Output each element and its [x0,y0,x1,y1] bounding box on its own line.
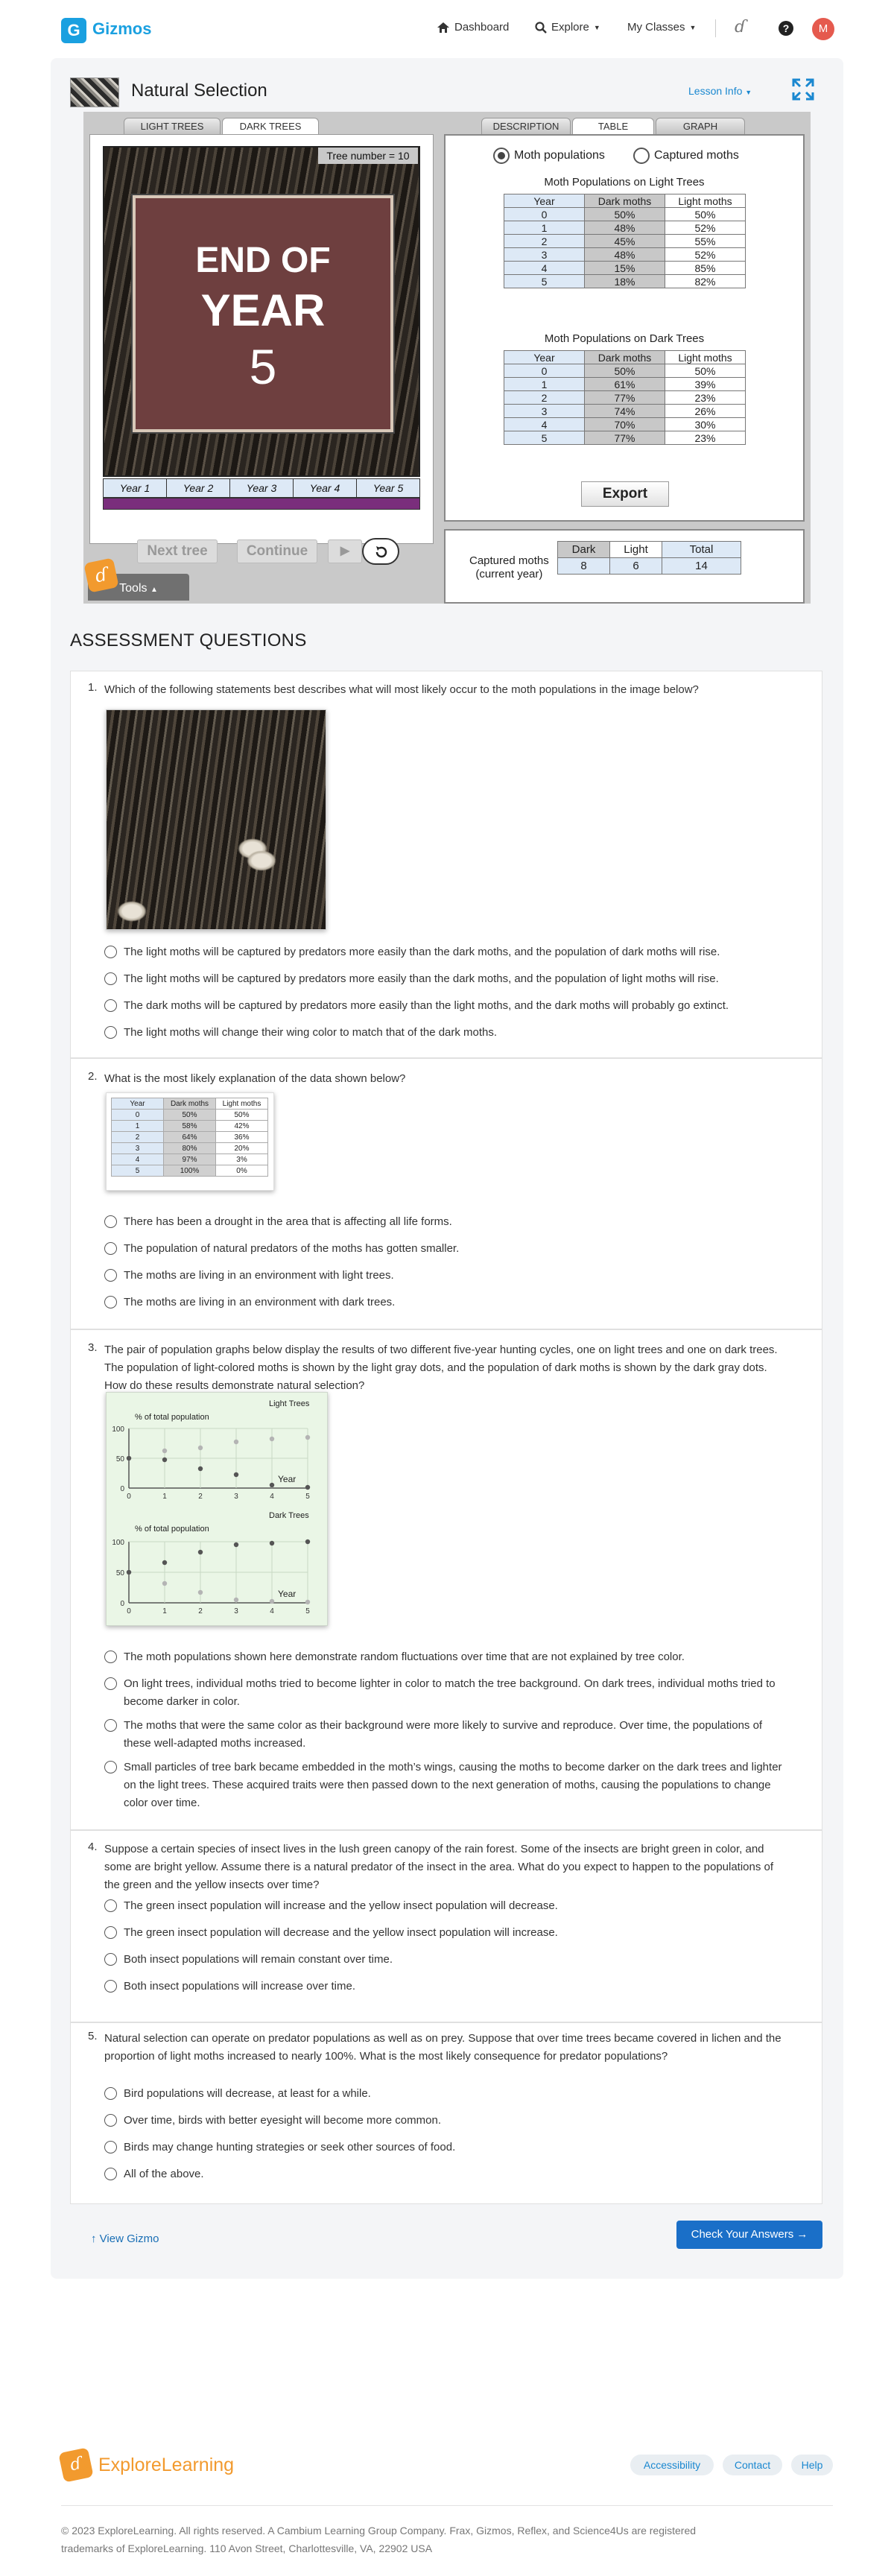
answer-option[interactable] [104,2165,790,2183]
light-moth [117,901,147,922]
chevron-down-icon: ▼ [593,23,600,31]
cell-year: 1 [504,378,585,391]
answer-option-label: The moths are living in an environment with dark trees. [124,1296,396,1308]
y-tick-label: 0 [120,1485,124,1493]
table-row [504,275,746,288]
nav-divider [715,19,716,37]
radio-unselected-icon [104,1269,117,1282]
table-panel [444,134,805,522]
captured-light-value: 6 [610,558,662,575]
radio-unselected-icon [104,972,117,985]
answer-option[interactable] [104,970,790,988]
cell-year: 5 [504,275,585,288]
copyright-line-2: trademarks of ExploreLearning. 110 Avon Street, Charlottesville, VA, 22902 USA [61,2542,433,2554]
dark-trees-graph-title: Dark Trees [269,1511,309,1520]
x-tick-label: 4 [270,1607,274,1615]
cell-dark-moths: 61% [585,378,665,391]
cell-dark-moths: 64% [164,1132,216,1143]
avatar[interactable]: M [812,18,834,40]
answer-option-label: The green insect population will decrease and the yellow insect population will increase. [124,1926,558,1939]
x-tick-label: 1 [162,1607,167,1615]
answer-option-label: The population of natural predators of the moths has gotten smaller. [124,1242,460,1255]
cell-dark-moths: 100% [164,1165,216,1177]
tab-table[interactable]: TABLE [572,118,654,134]
cell-light-moths: 85% [665,262,746,275]
arrow-right-icon: → [796,2228,808,2241]
cell-dark-moths: 50% [585,208,665,221]
x-tick-label: 4 [270,1493,274,1501]
radio-unselected-icon [104,1719,117,1732]
answer-option-label: Birds may change hunting strategies or seek other sources of food. [124,2141,456,2153]
gizmos-logo-icon[interactable]: G [61,18,86,43]
radio-moth-populations-label: Moth populations [514,149,605,162]
reset-icon [373,544,390,560]
tab-dark-trees[interactable]: DARK TREES [222,118,319,134]
nav-dashboard[interactable] [437,21,509,34]
col-year: Year [504,351,585,364]
cell-light-moths: 50% [216,1110,268,1121]
nav-my-classes[interactable] [627,21,696,34]
answer-option-label: Both insect populations will remain constant over time. [124,1953,393,1966]
nav-my-classes-label: My Classes [627,21,685,34]
cell-light-moths: 30% [665,418,746,431]
col-dark-moths: Dark moths [585,194,665,208]
data-point [305,1539,310,1544]
col-year: Year [504,194,585,208]
question-text: Which of the following statements best describes what will most likely occur to the moth populations in the image below? [104,683,699,696]
table-row [504,405,746,418]
cell-light-moths: 0% [216,1165,268,1177]
data-point [198,1550,203,1554]
cell-dark-moths: 50% [164,1110,216,1121]
answer-option[interactable] [104,1978,790,1996]
view-gizmo-label: View Gizmo [99,2232,159,2245]
radio-unselected-icon [104,1677,117,1690]
cell-year: 2 [504,235,585,248]
table-row [112,1132,268,1143]
tab-graph[interactable]: GRAPH [656,118,745,134]
dark-trees-table [504,350,746,445]
answer-option[interactable] [104,1648,790,1666]
cell-light-moths: 82% [665,275,746,288]
cell-dark-moths: 18% [585,275,665,288]
table-row [504,235,746,248]
data-point [234,1598,238,1602]
answer-option[interactable] [104,2139,790,2156]
col-dark-moths: Dark moths [164,1098,216,1110]
light-trees-table-title: Moth Populations on Light Trees [544,176,705,189]
cell-dark-moths: 15% [585,262,665,275]
answer-option[interactable] [104,1759,790,1812]
dark-trees-table-title: Moth Populations on Dark Trees [544,332,705,345]
radio-unselected-icon [104,1242,117,1255]
radio-unselected-icon [104,1980,117,1993]
tab-description[interactable]: DESCRIPTION [481,118,571,134]
reset-button[interactable] [362,538,399,565]
answer-option-label: Over time, birds with better eyesight will become more common. [124,2114,441,2127]
cell-dark-moths: 50% [585,364,665,378]
cell-year: 4 [112,1154,164,1165]
data-point [162,1581,167,1586]
gizmos-logo-text[interactable]: Gizmos [92,19,152,38]
data-point [305,1485,310,1490]
continue-button[interactable]: Continue [237,539,317,563]
cell-light-moths: 26% [665,405,746,418]
nav-explore-label: Explore [551,21,589,34]
answer-option-label: The moth populations shown here demonstrate random fluctuations over time that are not explained by tree color. [124,1651,685,1663]
y-tick-label: 100 [112,1425,124,1434]
radio-unselected-icon [104,2087,117,2100]
cell-light-moths: 39% [665,378,746,391]
y-tick-label: 0 [120,1600,124,1608]
view-gizmo-link[interactable] [91,2232,159,2245]
radio-unselected-icon [104,946,117,958]
cell-year: 4 [504,262,585,275]
data-point [234,1440,238,1444]
cell-year: 0 [112,1110,164,1121]
table-row [112,1121,268,1132]
data-point [270,1437,274,1441]
data-point [198,1446,203,1450]
answer-option[interactable] [104,1294,790,1311]
answer-option-label: Bird populations will decrease, at least for a while. [124,2087,371,2100]
answer-option[interactable] [104,2112,790,2130]
answer-option[interactable] [104,1024,790,1042]
population-graphs-image [106,1392,328,1626]
table-row [504,221,746,235]
question-number: 5. [88,2030,98,2042]
cell-year: 1 [112,1121,164,1132]
explorelearning-logo-icon[interactable]: ɗ [58,2447,93,2482]
x-tick-label: 0 [127,1493,131,1501]
explorelearning-logo-text[interactable]: ExploreLearning [98,2455,235,2475]
lesson-info-dropdown[interactable] [688,85,752,97]
svg-text:?: ? [782,22,790,34]
home-icon [437,22,450,34]
radio-unselected-icon [104,1926,117,1939]
question-number: 3. [88,1341,98,1354]
answer-option[interactable] [104,2085,790,2103]
question-number: 4. [88,1841,98,1853]
light-trees-table [504,194,746,288]
end-of-label: END OF [195,241,331,280]
answer-option-label: The moths are living in an environment with light trees. [124,1269,394,1282]
x-tick-label: 2 [198,1607,203,1615]
captured-moths-table [557,541,741,575]
radio-unselected-icon [104,2168,117,2180]
cell-year: 5 [112,1165,164,1177]
answer-option-label: Both insect populations will increase over time. [124,1980,355,1993]
data-point [270,1599,274,1604]
data-point [305,1435,310,1440]
chevron-down-icon: ▼ [745,89,752,96]
captured-total-value: 14 [662,558,741,575]
table-row [504,208,746,221]
table-row [112,1143,268,1154]
cell-dark-moths: 80% [164,1143,216,1154]
col-light-moths: Light moths [665,351,746,364]
col-light-moths: Light moths [665,194,746,208]
tree-number-label: Tree number = 10 [318,148,418,164]
y-tick-label: 50 [115,1455,124,1463]
chevron-down-icon: ▼ [689,23,697,31]
year-tab-4: Year 4 [294,479,357,497]
radio-unselected-icon [104,2141,117,2153]
year-progress-tabs [103,478,420,498]
data-point [270,1483,274,1487]
cell-dark-moths: 70% [585,418,665,431]
cell-year: 3 [504,248,585,262]
table-row [112,1154,268,1165]
fullscreen-icon[interactable] [791,77,815,101]
data-point [234,1472,238,1477]
cell-year: 0 [504,364,585,378]
copyright-line-1: © 2023 ExploreLearning. All rights reserved. A Cambium Learning Group Company. Frax, Gizmos, Reflex, and Science4Us are registered [61,2525,697,2537]
question-text: The pair of population graphs below display the results of two different five-year hunting cycles, one on light trees and one on dark trees. The population of light-colored moths is shown by the light gray dots, and the population of dark moths is shown by the dark gray dots. How do these results demonstrate natural selection? [104,1344,778,1392]
radio-unselected-icon [104,1899,117,1912]
table-row [504,262,746,275]
table-row [504,364,746,378]
cell-light-moths: 23% [665,431,746,445]
footer-link-contact[interactable]: Contact [723,2455,782,2475]
cell-year: 1 [504,221,585,235]
cell-year: 2 [504,391,585,405]
col-year: Year [112,1098,164,1110]
x-tick-label: 1 [162,1493,167,1501]
reflex-icon[interactable]: ɗ [735,18,746,37]
cell-dark-moths: 77% [585,391,665,405]
page-title: Natural Selection [131,80,267,101]
year-number: 5 [249,339,277,394]
radio-unselected-icon [104,1215,117,1228]
x-tick-label: 2 [198,1493,203,1501]
x-tick-label: 3 [234,1493,238,1501]
answer-option[interactable] [104,1717,790,1753]
captured-moths-label-line2: (current year) [475,568,543,580]
data-point [270,1541,274,1545]
radio-unselected-icon [104,2114,117,2127]
assessment-title: ASSESSMENT QUESTIONS [70,630,307,651]
play-icon[interactable]: ▶ [328,539,362,563]
radio-captured-moths-label: Captured moths [654,149,739,162]
data-point [198,1466,203,1471]
captured-dark-value: 8 [558,558,610,575]
captured-col-dark: Dark [558,542,610,558]
dark-trees-ylabel: % of total population [135,1525,209,1534]
answer-option[interactable] [104,943,790,961]
table-row [112,1165,268,1177]
x-tick-label: 0 [127,1607,131,1615]
copyright-text [61,2522,833,2557]
col-light-moths: Light moths [216,1098,268,1110]
population-graphs-svg [107,1393,329,1627]
answer-option-label: All of the above. [124,2168,204,2180]
answer-option-label: The light moths will be captured by predators more easily than the dark moths, and the population of light moths will rise. [124,972,719,985]
data-point [234,1542,238,1547]
answer-option[interactable] [104,1213,790,1231]
cell-light-moths: 23% [665,391,746,405]
cell-light-moths: 55% [665,235,746,248]
cell-dark-moths: 74% [585,405,665,418]
answer-option[interactable] [104,1267,790,1285]
answer-option[interactable] [104,1951,790,1969]
cell-light-moths: 50% [665,208,746,221]
help-icon[interactable] [778,20,794,37]
answer-option-label: There has been a drought in the area that is affecting all life forms. [124,1215,452,1228]
cell-dark-moths: 48% [585,221,665,235]
cell-year: 4 [504,418,585,431]
question-number: 2. [88,1070,98,1083]
cell-dark-moths: 97% [164,1154,216,1165]
radio-moth-populations[interactable] [493,148,605,164]
year-label: YEAR [200,285,326,335]
dark-trees-xlabel: Year [278,1589,297,1599]
end-of-year-overlay [133,195,393,432]
answer-option-label: The light moths will be captured by predators more easily than the dark moths, and the population of dark moths will rise. [124,946,720,958]
table-row [504,431,746,445]
cell-dark-moths: 45% [585,235,665,248]
data-point [162,1458,167,1462]
tab-light-trees[interactable]: LIGHT TREES [124,118,221,134]
data-point [305,1600,310,1604]
cell-light-moths: 50% [665,364,746,378]
data-table-image [106,1092,274,1191]
year-tab-2: Year 2 [167,479,230,497]
footer-divider [61,2505,833,2506]
answer-option-label: Small particles of tree bark became embedded in the moth’s wings, causing the moths to become darker on the dark trees and lighter on the light trees. These acquired traits were then passed down to the next generation of moths, causing the populations to change color over time. [124,1761,782,1809]
year-tab-3: Year 3 [230,479,294,497]
radio-unselected-icon [104,1761,117,1773]
x-tick-label: 3 [234,1607,238,1615]
year-tab-5: Year 5 [372,482,404,494]
x-tick-label: 5 [305,1607,310,1615]
chevron-up-icon: ▲ [150,586,158,594]
question-text: Suppose a certain species of insect lives in the lush green canopy of the rain forest. Some of the insects are bright green in color, and some are bright yellow. Assume there is a natural predator of the insect in the area. What do you expect to happen to the populations of the green and the yellow insects over time? [104,1843,774,1891]
radio-selected-icon [493,148,510,164]
radio-unselected-icon [104,1026,117,1039]
cell-year: 2 [112,1132,164,1143]
answer-option-label: The light moths will change their wing color to match that of the dark moths. [124,1026,498,1039]
captured-col-total: Total [662,542,741,558]
tools-label: Tools [119,582,148,595]
moths-on-dark-bark-image [106,709,326,930]
year-progress-bar [103,498,420,510]
cell-year: 3 [112,1143,164,1154]
export-button[interactable]: Export [581,481,669,507]
captured-moths-label [469,554,549,581]
radio-unselected-icon [104,1296,117,1308]
next-tree-button[interactable]: Next tree [137,539,218,563]
captured-moths-label-line1: Captured moths [469,554,549,567]
answer-option[interactable] [104,1675,790,1711]
lesson-info-label: Lesson Info [688,85,743,97]
answer-option-label: The moths that were the same color as their background were more likely to survive and reproduce. Over time, the populations of these well-adapted moths increased. [124,1719,763,1750]
answer-option[interactable] [104,1897,790,1915]
cell-light-moths: 3% [216,1154,268,1165]
nav-dashboard-label: Dashboard [454,21,510,34]
answer-option[interactable] [104,997,790,1015]
data-point [162,1560,167,1565]
light-moth [247,850,276,871]
light-trees-ylabel: % of total population [135,1413,209,1422]
check-answers-label: Check Your Answers [691,2228,794,2241]
check-answers-button[interactable] [676,2221,822,2249]
cell-light-moths: 52% [665,221,746,235]
data-point [127,1570,131,1575]
question-text: What is the most likely explanation of the data shown below? [104,1072,406,1085]
search-icon [535,22,547,34]
question-text: Natural selection can operate on predator populations as well as on prey. Suppose that over time trees became covered in lichen and the proportion of light moths increased to nearly 100%. What is the most likely consequence for predator populations? [104,2032,782,2063]
cell-year: 5 [504,431,585,445]
col-dark-moths: Dark moths [585,351,665,364]
radio-unselected-icon [104,1651,117,1663]
cell-light-moths: 52% [665,248,746,262]
cell-dark-moths: 58% [164,1121,216,1132]
answer-option[interactable] [104,1924,790,1942]
x-tick-label: 5 [305,1493,310,1501]
radio-unselected-icon [104,1953,117,1966]
arrow-up-icon: ↑ [91,2232,97,2245]
gizmo-thumbnail [70,77,119,107]
captured-col-light: Light [610,542,662,558]
radio-unselected-icon [633,148,650,164]
cell-light-moths: 42% [216,1121,268,1132]
table-row [504,391,746,405]
answer-option-label: The dark moths will be captured by predators more easily than the light moths, and the dark moths will probably go extinct. [124,999,729,1012]
nav-explore[interactable] [535,21,600,34]
data-point [198,1590,203,1595]
mini-data-table [111,1098,268,1177]
table-row [112,1110,268,1121]
light-trees-graph-title: Light Trees [269,1399,310,1408]
cell-dark-moths: 48% [585,248,665,262]
y-tick-label: 50 [115,1569,124,1577]
cell-year: 3 [504,405,585,418]
cell-dark-moths: 77% [585,431,665,445]
cell-year: 0 [504,208,585,221]
question-number: 1. [88,681,98,694]
answer-option[interactable] [104,1240,790,1258]
year-tab-1: Year 1 [104,479,167,497]
data-point [162,1449,167,1453]
y-tick-label: 100 [112,1539,124,1547]
table-row [504,418,746,431]
cell-light-moths: 36% [216,1132,268,1143]
light-trees-xlabel: Year [278,1474,297,1484]
top-nav-bar [0,0,894,58]
radio-unselected-icon [104,999,117,1012]
cell-light-moths: 20% [216,1143,268,1154]
reflex-tools-icon: ɗ [83,557,118,592]
radio-captured-moths[interactable] [633,148,739,164]
table-row [504,248,746,262]
answer-option-label: The green insect population will increase and the yellow insect population will decrease. [124,1899,558,1912]
data-point [127,1456,131,1461]
footer-link-help[interactable]: Help [791,2455,833,2475]
table-row [504,378,746,391]
footer-link-accessibility[interactable]: Accessibility [630,2455,714,2475]
answer-option-label: On light trees, individual moths tried to become lighter in color to match the tree background. On dark trees, individual moths tried to become darker in color. [124,1677,776,1708]
